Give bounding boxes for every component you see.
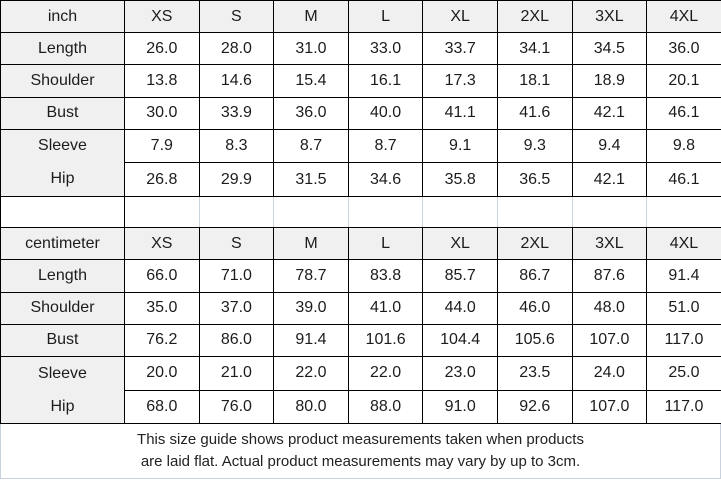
row-label: Sleeve [38,364,87,382]
row-label: Shoulder [1,292,125,324]
size-cell: 105.6 [497,324,572,356]
row-label-merged [1,357,125,424]
size-cell: 87.6 [572,260,647,292]
footer-note-line1: This size guide shows product measurements taken when products [137,430,584,448]
row-label: Hip [50,397,75,415]
size-cell: 107.0 [572,324,647,356]
spacer-row [1,196,721,228]
size-cell: 34.5 [572,33,647,65]
merged-label-wrap [1,130,124,196]
size-cell: 36.0 [274,97,349,129]
spacer-cell [497,196,572,228]
header-row-inch [1,1,721,33]
row-label: Bust [1,97,125,129]
size-cell: 34.1 [497,33,572,65]
row-label: Shoulder [1,65,125,97]
size-cell: 35.0 [125,292,200,324]
size-header: 2XL [497,1,572,33]
size-cell: 13.8 [125,65,200,97]
spacer-cell [647,196,721,228]
row-label: Length [1,260,125,292]
size-cell: 41.6 [497,97,572,129]
size-cell: 25.0 [647,357,721,391]
size-cell: 46.1 [647,163,721,197]
size-cell: 23.0 [423,357,498,391]
spacer-cell [572,196,647,228]
size-cell: 86.0 [199,324,274,356]
size-header: 3XL [572,1,647,33]
size-cell: 20.1 [647,65,721,97]
footer-note [0,424,721,479]
footer-note-line2: are laid flat. Actual product measurements may vary by up to 3cm. [140,453,581,470]
spacer-cell [348,196,423,228]
size-cell: 8.3 [199,129,274,163]
size-cell: 83.8 [348,260,423,292]
size-header: 4XL [647,1,721,33]
unit-label-inch: inch [1,1,125,33]
table-row [1,357,721,391]
size-cell: 18.9 [572,65,647,97]
table-row [1,324,721,356]
size-cell: 24.0 [572,357,647,391]
row-label: Sleeve [38,137,87,155]
row-label: Hip [50,170,75,188]
spacer-label-cell [1,196,125,228]
size-header: M [274,1,349,33]
row-label: Length [1,33,125,65]
size-cell: 42.1 [572,163,647,197]
size-cell: 41.0 [348,292,423,324]
size-cell: 8.7 [274,129,349,163]
size-cell: 21.0 [199,357,274,391]
size-cell: 76.0 [199,390,274,424]
table-row [1,292,721,324]
size-cell: 39.0 [274,292,349,324]
size-cell: 51.0 [647,292,721,324]
size-cell: 48.0 [572,292,647,324]
size-cell: 40.0 [348,97,423,129]
size-cell: 9.1 [423,129,498,163]
size-header: S [199,228,274,260]
size-cell: 22.0 [274,357,349,391]
size-cell: 7.9 [125,129,200,163]
size-cell: 71.0 [199,260,274,292]
size-cell: 16.1 [348,65,423,97]
size-cell: 29.9 [199,163,274,197]
merged-label-wrap [1,357,124,423]
size-header: M [274,228,349,260]
row-label: Bust [1,324,125,356]
size-cell: 9.8 [647,129,721,163]
size-cell: 17.3 [423,65,498,97]
size-header: XL [423,1,498,33]
size-cell: 30.0 [125,97,200,129]
table-row [1,260,721,292]
size-cell: 37.0 [199,292,274,324]
size-cell: 107.0 [572,390,647,424]
size-header: S [199,1,274,33]
size-cell: 9.3 [497,129,572,163]
header-row-centimeter [1,228,721,260]
spacer-cell [125,196,200,228]
spacer-cell [274,196,349,228]
size-cell: 18.1 [497,65,572,97]
size-cell: 28.0 [199,33,274,65]
size-header: XL [423,228,498,260]
size-cell: 20.0 [125,357,200,391]
size-cell: 91.4 [274,324,349,356]
size-header: 3XL [572,228,647,260]
size-cell: 44.0 [423,292,498,324]
size-cell: 46.1 [647,97,721,129]
size-cell: 22.0 [348,357,423,391]
size-cell: 36.5 [497,163,572,197]
size-cell: 91.4 [647,260,721,292]
size-cell: 26.0 [125,33,200,65]
table-row [1,65,721,97]
size-cell: 92.6 [497,390,572,424]
size-cell: 42.1 [572,97,647,129]
size-cell: 31.5 [274,163,349,197]
unit-label-centimeter: centimeter [1,228,125,260]
size-cell: 66.0 [125,260,200,292]
size-cell: 8.7 [348,129,423,163]
size-header: XS [125,1,200,33]
size-header: 4XL [647,228,721,260]
size-cell: 36.0 [647,33,721,65]
size-cell: 33.9 [199,97,274,129]
size-cell: 41.1 [423,97,498,129]
size-cell: 88.0 [348,390,423,424]
size-header: 2XL [497,228,572,260]
size-cell: 46.0 [497,292,572,324]
size-header: L [348,1,423,33]
size-cell: 33.7 [423,33,498,65]
size-header: L [348,228,423,260]
size-cell: 101.6 [348,324,423,356]
size-cell: 76.2 [125,324,200,356]
size-cell: 117.0 [647,324,721,356]
table-row [1,33,721,65]
table-row [1,97,721,129]
size-cell: 34.6 [348,163,423,197]
size-cell: 14.6 [199,65,274,97]
size-cell: 85.7 [423,260,498,292]
size-cell: 104.4 [423,324,498,356]
size-cell: 86.7 [497,260,572,292]
size-cell: 78.7 [274,260,349,292]
size-cell: 33.0 [348,33,423,65]
row-label-merged [1,129,125,196]
size-cell: 15.4 [274,65,349,97]
size-cell: 80.0 [274,390,349,424]
size-cell: 9.4 [572,129,647,163]
size-cell: 31.0 [274,33,349,65]
size-cell: 91.0 [423,390,498,424]
size-cell: 26.8 [125,163,200,197]
size-cell: 35.8 [423,163,498,197]
size-header: XS [125,228,200,260]
table-row [1,129,721,163]
spacer-cell [199,196,274,228]
size-cell: 68.0 [125,390,200,424]
size-cell: 117.0 [647,390,721,424]
spacer-cell [423,196,498,228]
size-cell: 23.5 [497,357,572,391]
